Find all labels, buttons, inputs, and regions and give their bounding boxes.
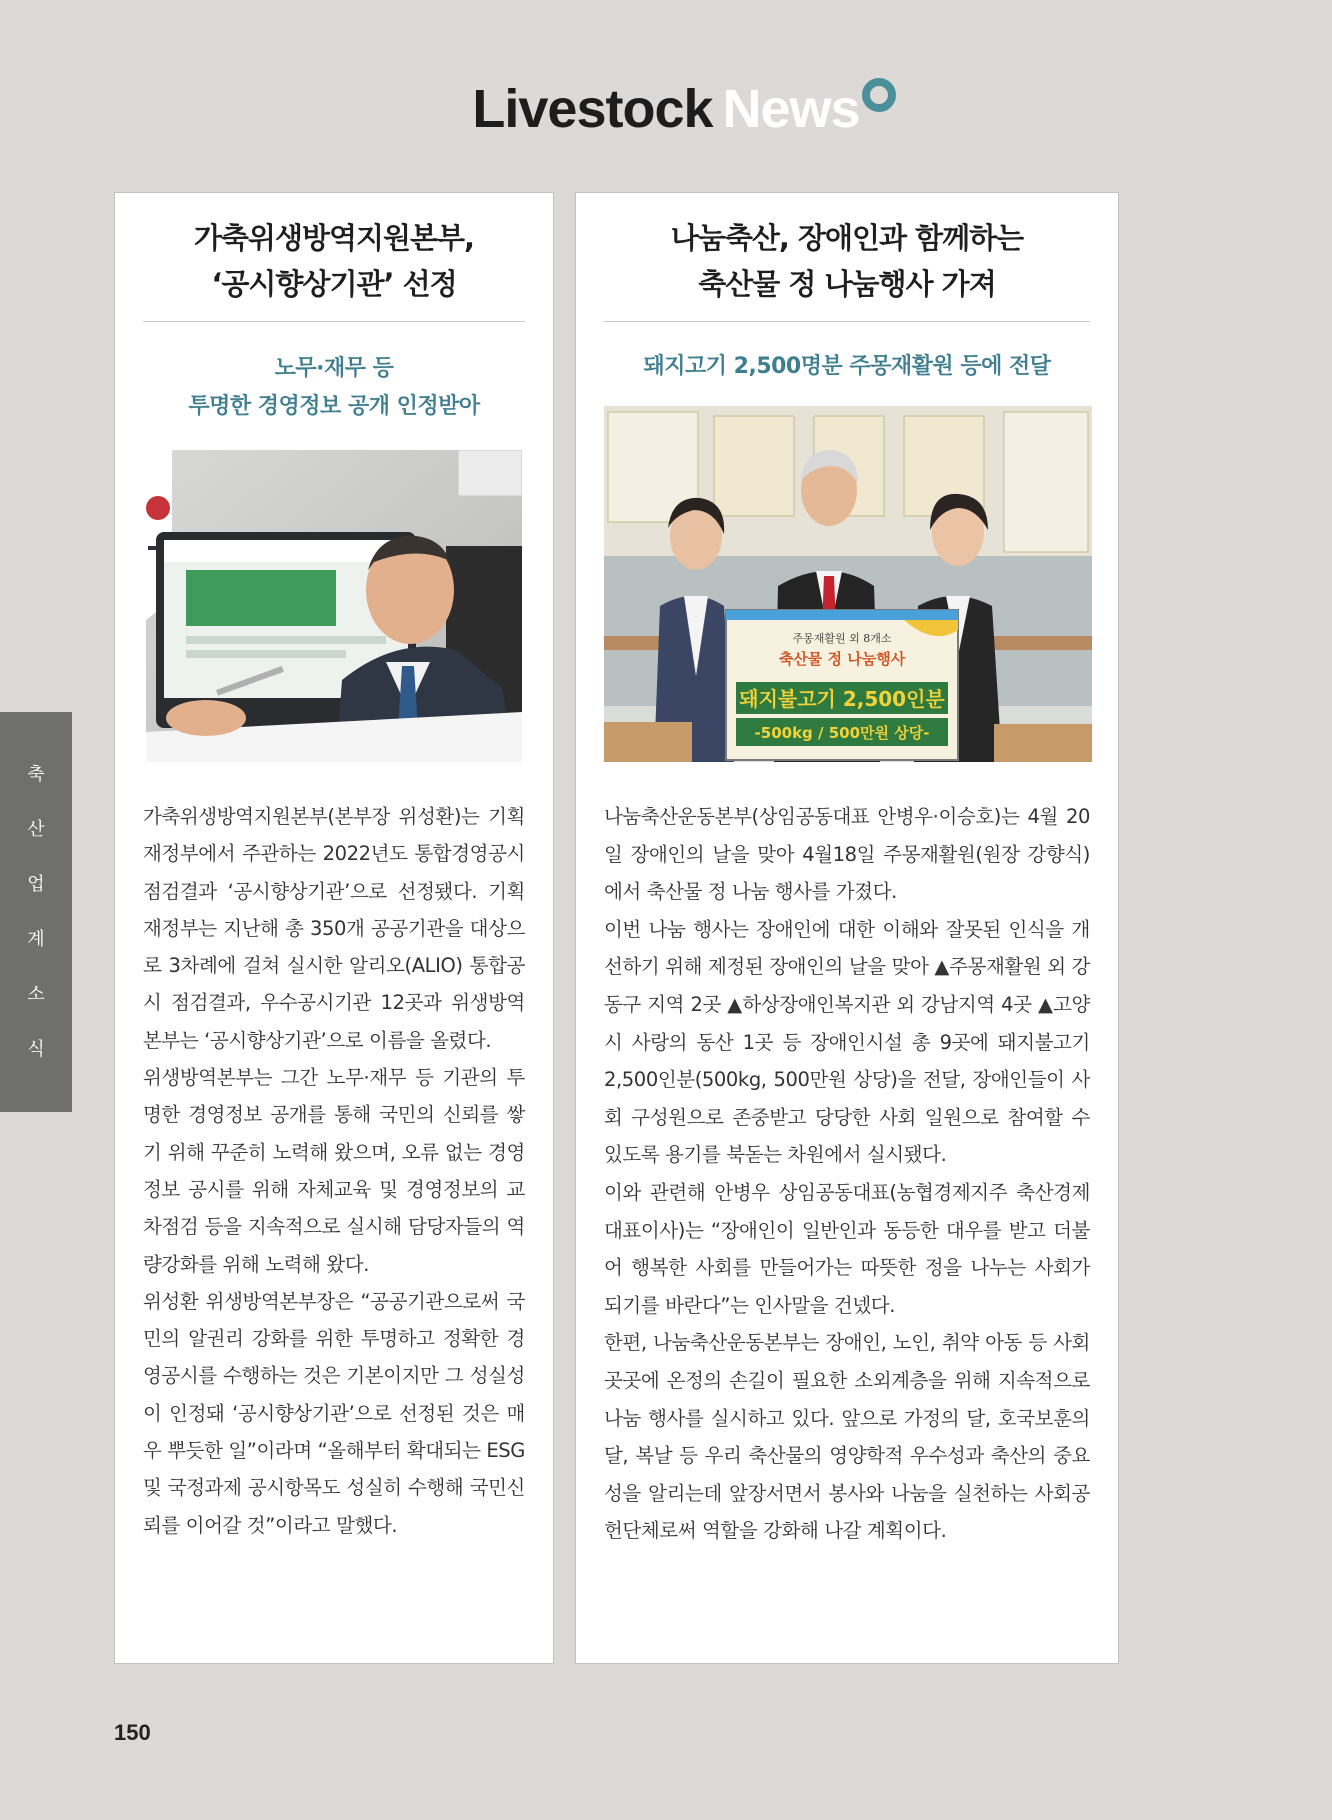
body-paragraph: 이와 관련해 안병우 상임공동대표(농협경제지주 축산경제대표이사)는 “장애인이 일반인과 동등한 대우를 받고 더불어 행복한 사회를 만들어가는 따뜻한 정을 나누는 사회가 되기를 바란다”는 인사말을 건넸다. [604, 1180, 1090, 1317]
subhead-line: 투명한 경영정보 공개 인정받아 [188, 394, 480, 419]
subhead-line: 돼지고기 2,500명분 주몽재활원 등에 전달 [643, 354, 1051, 379]
article-left-headline [143, 193, 525, 321]
article-right-subhead [604, 322, 1090, 406]
masthead-word-news: News [722, 79, 860, 139]
portrait-photo [146, 450, 522, 762]
side-tab-char: 산 [27, 819, 45, 840]
banner-text-line1: 주몽재활원 외 8개소 [792, 632, 892, 645]
article-right-headline [604, 193, 1090, 321]
article-left [114, 192, 554, 1664]
body-paragraph: 가축위생방역지원본부(본부장 위성환)는 기획재정부에서 주관하는 2022년도 통합경영공시 점검결과 ‘공시향상기관’으로 선정됐다. 기획재정부는 지난해 총 350개 공공기관을 대상으로 3차례에 걸쳐 실시한 알리오(ALIO) 통합공시 점검결과, 우수공시기관 12곳과 위생방역본부는 ‘공시향상기관’으로 이름을 올렸다. [143, 805, 525, 1052]
article-left-subhead [143, 322, 525, 450]
article-right [575, 192, 1119, 1664]
portrait-illustration [146, 450, 522, 762]
masthead-word-livestock: Livestock [472, 79, 713, 139]
section-side-tab [0, 712, 72, 1112]
side-tab-char: 축 [27, 764, 45, 785]
headline-line: 나눔축산, 장애인과 함께하는 [670, 221, 1024, 255]
body-paragraph: 위성환 위생방역본부장은 “공공기관으로써 국민의 알권리 강화를 위한 투명하고 정확한 경영공시를 수행하는 것은 기본이지만 그 성실성이 인정돼 ‘공시향상기관’으로 선정된 것은 매우 뿌듯한 일”이라며 “올해부터 확대되는 ESG 및 국정과제 공시항목도 성실히 수행해 국민신뢰를 이어갈 것”이라고 말했다. [143, 1289, 525, 1537]
side-tab-char: 식 [27, 1039, 45, 1060]
page-number: 150 [114, 1720, 151, 1745]
masthead-logo [472, 78, 859, 140]
side-tab-char: 소 [27, 984, 45, 1005]
headline-line: 가축위생방역지원본부, [193, 221, 475, 255]
ring-dot-icon [862, 78, 896, 112]
body-paragraph: 위생방역본부는 그간 노무·재무 등 기관의 투명한 경영정보 공개를 통해 국민의 신뢰를 쌓기 위해 꾸준히 노력해 왔으며, 오류 없는 경영정보 공시를 위해 자체교육 및 경영정보의 교차점검 등을 지속적으로 실시해 담당자들의 역량강화를 위해 노력해 왔다. [143, 1066, 525, 1276]
banner-text-line3: 돼지불고기 2,500인분 [739, 687, 945, 711]
headline-line: 축산물 정 나눔행사 가져 [698, 267, 996, 301]
body-paragraph: 한편, 나눔축산운동본부는 장애인, 노인, 취약 아동 등 사회 곳곳에 온정의 손길이 필요한 소외계층을 위해 지속적으로 나눔 행사를 실시하고 있다. 앞으로 가정의 달, 호국보훈의 달, 복날 등 우리 축산물의 영양학적 우수성과 축산의 중요성을 알리는데 앞장서면서 봉사와 나눔을 실천하는 사회공헌단체로써 역할을 강화해 나갈 계획이다. [604, 1331, 1090, 1543]
donation-event-photo [604, 406, 1092, 762]
side-tab-char: 업 [27, 874, 45, 895]
subhead-line: 노무·재무 등 [274, 356, 394, 381]
headline-line: ‘공시향상기관’ 선정 [211, 267, 457, 301]
article-right-body [604, 798, 1090, 1550]
banner-text-line2: 축산물 정 나눔행사 [778, 650, 906, 668]
banner-text-line4: -500kg / 500만원 상당- [754, 724, 930, 742]
article-left-body [143, 798, 525, 1544]
body-paragraph: 이번 나눔 행사는 장애인에 대한 이해와 잘못된 인식을 개선하기 위해 제정된 장애인의 날을 맞아 ▲주몽재활원 외 강동구 지역 2곳 ▲하상장애인복지관 외 강남지역 4곳 ▲고양시 사랑의 동산 1곳 등 장애인시설 총 9곳에 돼지불고기 2,500인분(500kg, 500만원 상당)을 전달, 장애인들이 사회 구성원으로 존중받고 당당한 사회 일원으로 참여할 수 있도록 용기를 북돋는 차원에서 실시됐다. [604, 917, 1090, 1167]
event-illustration [604, 406, 1092, 762]
side-tab-char: 계 [27, 929, 45, 950]
masthead [0, 78, 1332, 168]
body-paragraph: 나눔축산운동본부(상임공동대표 안병우·이승호)는 4월 20일 장애인의 날을 맞아 4월18일 주몽재활원(원장 강향식)에서 축산물 정 나눔 행사를 가졌다. [604, 805, 1090, 904]
